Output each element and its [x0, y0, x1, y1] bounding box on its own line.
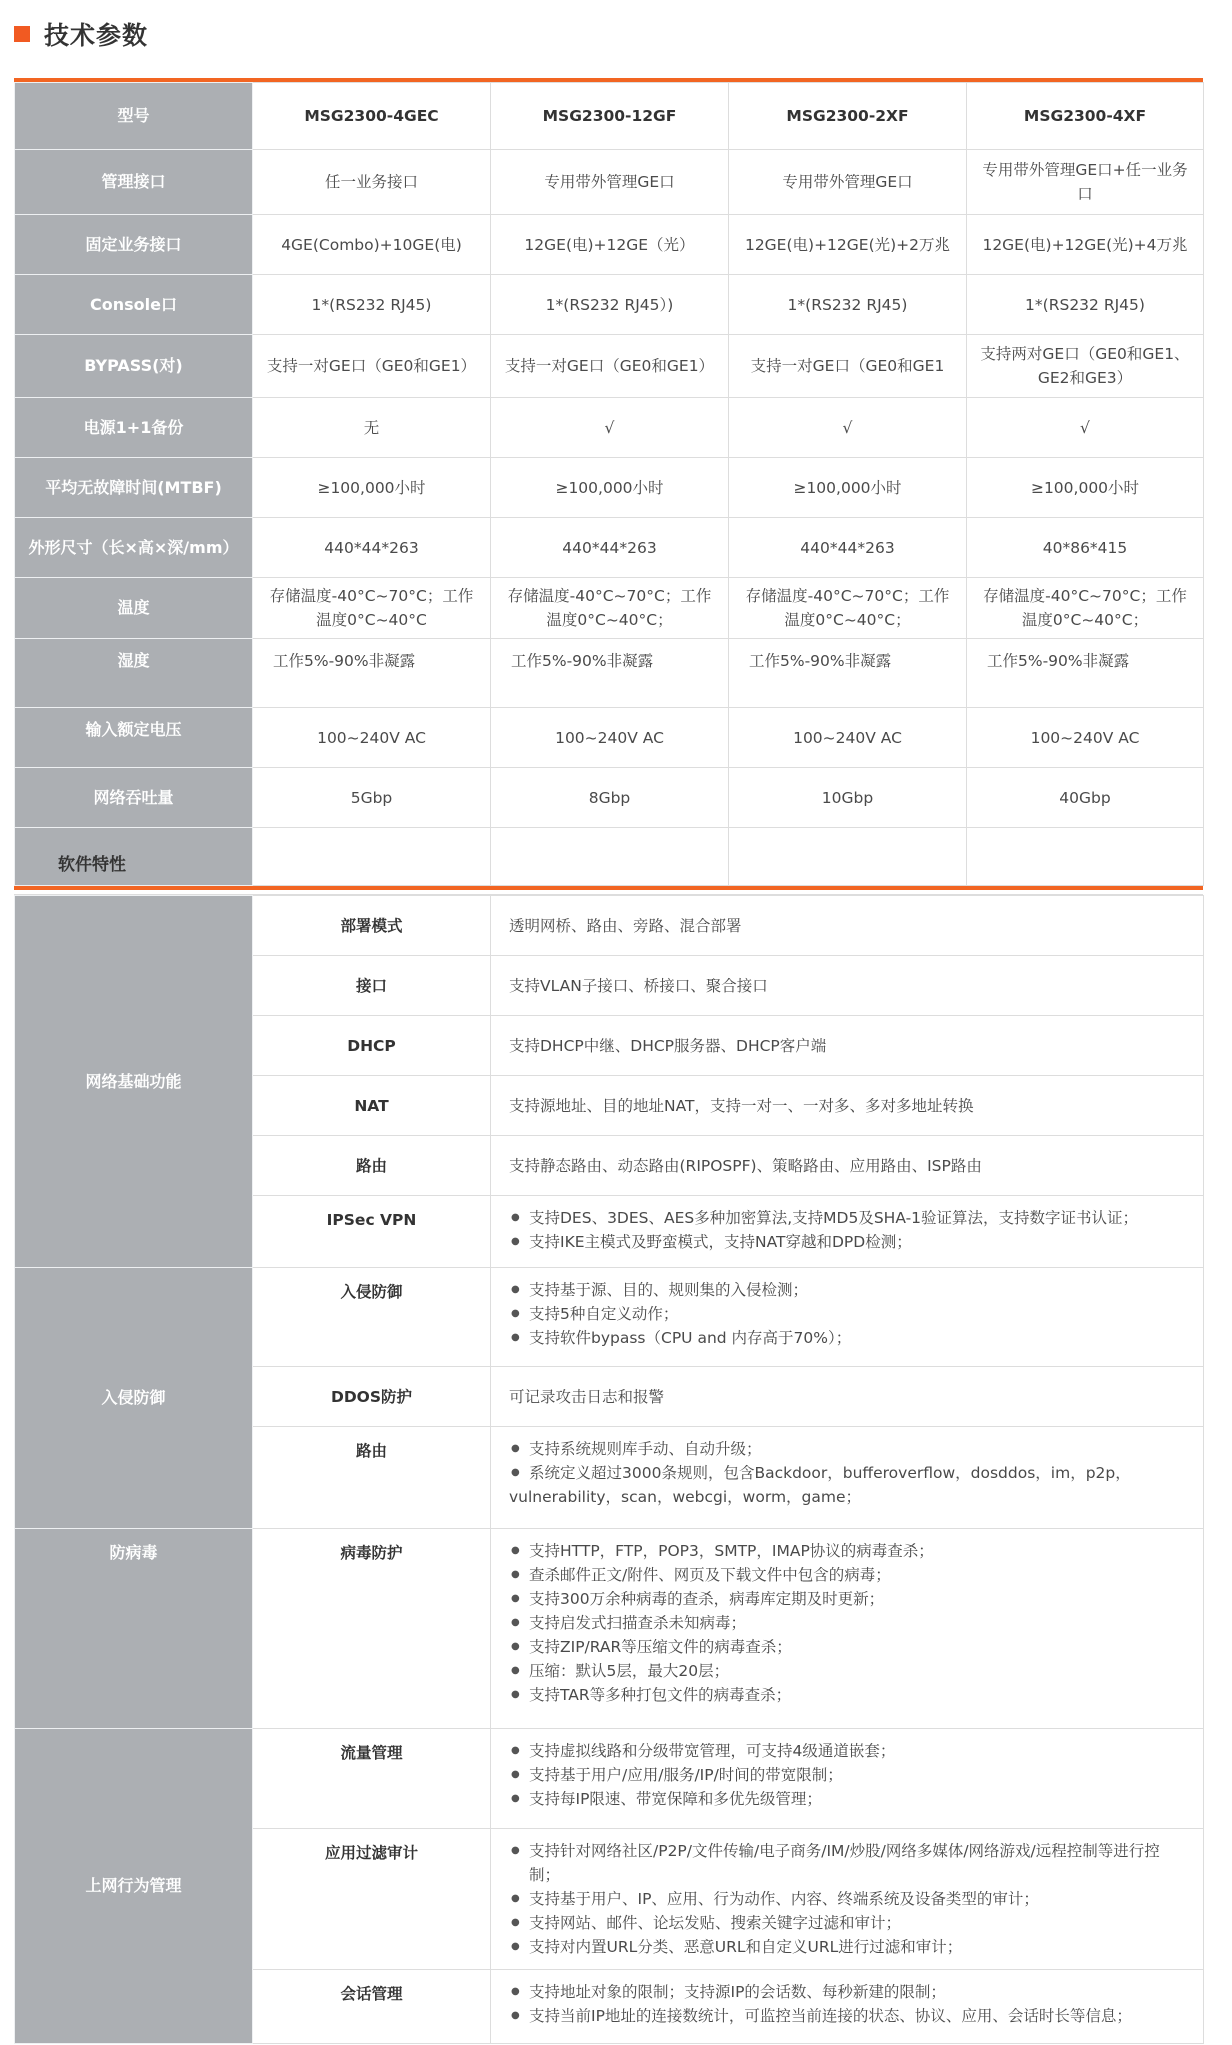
feature-desc: [491, 1829, 1204, 1970]
spec-row-label: 固定业务接口: [15, 215, 253, 275]
feature-desc: [491, 1970, 1204, 2044]
spec-cell: 1*(RS232 RJ45）): [491, 275, 729, 335]
spec-cell: 100~240V AC: [729, 708, 967, 768]
spec-cell: 工作5%-90%非凝露: [729, 639, 967, 708]
spec-cell: 工作5%-90%非凝露: [253, 639, 491, 708]
feature-name: 路由: [253, 1427, 491, 1529]
spec-table: [14, 78, 1203, 890]
page-title: 技术参数: [44, 21, 149, 50]
feature-desc: 支持源地址、目的地址NAT，支持一对一、一对多、多对多地址转换: [491, 1076, 1204, 1136]
spec-row-label: 外形尺寸（长×高×深/mm）: [15, 518, 253, 578]
spec-cell: 440*44*263: [253, 518, 491, 578]
feature-row: [15, 1729, 1204, 1829]
spec-row-label: 平均无故障时间(MTBF): [15, 458, 253, 518]
bullet-item: ● 支持TAR等多种打包文件的病毒查杀；: [509, 1683, 1185, 1707]
spec-row-label: Console口: [15, 275, 253, 335]
spec-cell: 440*44*263: [729, 518, 967, 578]
model-name: MSG2300-4XF: [967, 83, 1204, 150]
spec-row: [15, 708, 1204, 768]
spec-cell: 支持一对GE口（GE0和GE1）: [491, 335, 729, 398]
bullet-item: ● 支持DES、3DES、AES多种加密算法,支持MD5及SHA-1验证算法，支持数字证书认证；: [509, 1206, 1185, 1230]
spec-cell: 100~240V AC: [253, 708, 491, 768]
bullet-item: ● 支持启发式扫描查杀未知病毒；: [509, 1611, 1185, 1635]
group-label: 防病毒: [15, 1529, 253, 1729]
spec-cell: 1*(RS232 RJ45): [253, 275, 491, 335]
bullet-item: ● 支持软件bypass（CPU and 内存高于70%）；: [509, 1326, 1185, 1350]
group-label: 上网行为管理: [15, 1729, 253, 2044]
orange-square-icon: [14, 26, 30, 42]
spec-cell: 存储温度-40°C~70°C；工作温度0°C~40°C；: [967, 578, 1204, 639]
bullet-item: ● 支持基于用户、IP、应用、行为动作、内容、终端系统及设备类型的审计；: [509, 1887, 1185, 1911]
model-header-label: 型号: [15, 83, 253, 150]
spec-cell: 支持一对GE口（GE0和GE1: [729, 335, 967, 398]
spec-row-label: 输入额定电压: [15, 708, 253, 768]
feature-desc: [491, 1196, 1204, 1268]
spec-row: [15, 150, 1204, 215]
feature-name: 会话管理: [253, 1970, 491, 2044]
feature-name: 应用过滤审计: [253, 1829, 491, 1970]
feature-name: DHCP: [253, 1016, 491, 1076]
spec-row-label: 温度: [15, 578, 253, 639]
bullet-continuation: vulnerability，scan，webcgi，worm，game；: [509, 1488, 862, 1506]
feature-desc: 可记录攻击日志和报警: [491, 1367, 1204, 1427]
spec-row-label: 湿度: [15, 639, 253, 708]
spec-cell: 40Gbp: [967, 768, 1204, 828]
spec-row-label: 管理接口: [15, 150, 253, 215]
spec-cell: 12GE(电)+12GE(光)+2万兆: [729, 215, 967, 275]
feature-name: 接口: [253, 956, 491, 1016]
bullet-item: ● 查杀邮件正文/附件、网页及下载文件中包含的病毒；: [509, 1563, 1185, 1587]
feature-name: DDOS防护: [253, 1367, 491, 1427]
group-label: 网络基础功能: [15, 896, 253, 1268]
spec-cell: 100~240V AC: [967, 708, 1204, 768]
spec-row: [15, 578, 1204, 639]
feature-name: 病毒防护: [253, 1529, 491, 1729]
bullet-item: ● 压缩：默认5层，最大20层；: [509, 1659, 1185, 1683]
feature-desc: [491, 1268, 1204, 1367]
bullet-item: ● 支持每IP限速、带宽保障和多优先级管理；: [509, 1787, 1185, 1811]
spec-cell: 12GE(电)+12GE（光）: [491, 215, 729, 275]
feature-name: 部署模式: [253, 896, 491, 956]
spec-cell: 存储温度-40°C~70°C；工作温度0°C~40°C；: [491, 578, 729, 639]
bullet-item: ● 支持虚拟线路和分级带宽管理，可支持4级通道嵌套；: [509, 1739, 1185, 1763]
spec-cell: 440*44*263: [491, 518, 729, 578]
spec-row-label: 电源1+1备份: [15, 398, 253, 458]
feature-desc: [491, 1427, 1204, 1529]
feature-row: [15, 896, 1204, 956]
model-name: MSG2300-4GEC: [253, 83, 491, 150]
spec-cell: 5Gbp: [253, 768, 491, 828]
spec-cell: 工作5%-90%非凝露: [491, 639, 729, 708]
group-label: 入侵防御: [15, 1268, 253, 1529]
spec-cell: ≥100,000小时: [491, 458, 729, 518]
spec-row-label: BYPASS(对): [15, 335, 253, 398]
spec-row: [15, 639, 1204, 708]
bullet-item: ● 系统定义超过3000条规则，包含Backdoor，bufferoverflow，dosddos，im，p2p，: [509, 1461, 1185, 1485]
spec-cell: ≥100,000小时: [967, 458, 1204, 518]
feature-desc: [491, 1729, 1204, 1829]
spec-cell: ≥100,000小时: [729, 458, 967, 518]
spec-row: [15, 768, 1204, 828]
spec-row: [15, 398, 1204, 458]
spec-header-row: [15, 83, 1204, 150]
spec-cell: √: [967, 398, 1204, 458]
bullet-item: ● 支持网站、邮件、论坛发贴、搜索关键字过滤和审计；: [509, 1911, 1185, 1935]
bullet-item: ● 支持当前IP地址的连接数统计，可监控当前连接的状态、协议、应用、会话时长等信息；: [509, 2004, 1185, 2028]
spec-cell: 8Gbp: [491, 768, 729, 828]
spec-cell: 专用带外管理GE口: [491, 150, 729, 215]
bullet-item: ● 支持地址对象的限制；支持源IP的会话数、每秒新建的限制；: [509, 1980, 1185, 2004]
feature-desc: 支持VLAN子接口、桥接口、聚合接口: [491, 956, 1204, 1016]
spec-cell: 专用带外管理GE口+任一业务口: [967, 150, 1204, 215]
spec-cell: 40*86*415: [967, 518, 1204, 578]
spec-cell: 工作5%-90%非凝露: [967, 639, 1204, 708]
bullet-item: ● 支持IKE主模式及野蛮模式，支持NAT穿越和DPD检测；: [509, 1230, 1185, 1254]
spec-cell: 100~240V AC: [491, 708, 729, 768]
feature-name: 流量管理: [253, 1729, 491, 1829]
software-features: [14, 836, 1203, 2044]
feature-desc: 支持静态路由、动态路由(RIPOSPF)、策略路由、应用路由、ISP路由: [491, 1136, 1204, 1196]
spec-cell: 任一业务接口: [253, 150, 491, 215]
spec-row: [15, 215, 1204, 275]
bullet-item: ● 支持300万余种病毒的查杀，病毒库定期及时更新；: [509, 1587, 1185, 1611]
feature-name: NAT: [253, 1076, 491, 1136]
spec-cell: 无: [253, 398, 491, 458]
feature-name: IPSec VPN: [253, 1196, 491, 1268]
feature-row: [15, 1529, 1204, 1729]
model-name: MSG2300-2XF: [729, 83, 967, 150]
spec-cell: √: [729, 398, 967, 458]
feature-desc: 支持DHCP中继、DHCP服务器、DHCP客户端: [491, 1016, 1204, 1076]
spec-cell: 4GE(Combo)+10GE(电): [253, 215, 491, 275]
spec-row: [15, 458, 1204, 518]
spec-row: [15, 275, 1204, 335]
bullet-item: ● 支持针对网络社区/P2P/文件传输/电子商务/IM/炒股/网络多媒体/网络游戏/远程控制等进行控制；: [509, 1839, 1185, 1887]
spec-cell: 1*(RS232 RJ45): [967, 275, 1204, 335]
feature-name: 入侵防御: [253, 1268, 491, 1367]
software-features-title: 软件特性: [14, 836, 1203, 895]
spec-cell: 存储温度-40°C~70°C；工作温度0°C~40°C: [253, 578, 491, 639]
feature-row: [15, 1268, 1204, 1367]
spec-row: [15, 335, 1204, 398]
feature-desc: [491, 1529, 1204, 1729]
spec-cell: 1*(RS232 RJ45): [729, 275, 967, 335]
spec-cell: ≥100,000小时: [253, 458, 491, 518]
bullet-item: ● 支持基于用户/应用/服务/IP/时间的带宽限制；: [509, 1763, 1185, 1787]
spec-row: [15, 518, 1204, 578]
spec-row-label: 网络吞吐量: [15, 768, 253, 828]
section-heading: [14, 14, 148, 54]
bullet-item: ● 支持对内置URL分类、恶意URL和自定义URL进行过滤和审计；: [509, 1935, 1185, 1959]
bullet-item: ● 支持5种自定义动作；: [509, 1302, 1185, 1326]
spec-cell: √: [491, 398, 729, 458]
spec-cell: 12GE(电)+12GE(光)+4万兆: [967, 215, 1204, 275]
bullet-item: ● 支持基于源、目的、规则集的入侵检测；: [509, 1278, 1185, 1302]
spec-cell: 支持一对GE口（GE0和GE1）: [253, 335, 491, 398]
spec-cell: 10Gbp: [729, 768, 967, 828]
spec-cell: 专用带外管理GE口: [729, 150, 967, 215]
feature-desc: 透明网桥、路由、旁路、混合部署: [491, 896, 1204, 956]
feature-name: 路由: [253, 1136, 491, 1196]
bullet-item: ● 支持HTTP，FTP，POP3，SMTP，IMAP协议的病毒查杀；: [509, 1539, 1185, 1563]
bullet-item: ● 支持ZIP/RAR等压缩文件的病毒查杀；: [509, 1635, 1185, 1659]
model-name: MSG2300-12GF: [491, 83, 729, 150]
spec-cell: 支持两对GE口（GE0和GE1、GE2和GE3）: [967, 335, 1204, 398]
spec-cell: 存储温度-40°C~70°C；工作温度0°C~40°C；: [729, 578, 967, 639]
bullet-item: ● 支持系统规则库手动、自动升级；: [509, 1437, 1185, 1461]
